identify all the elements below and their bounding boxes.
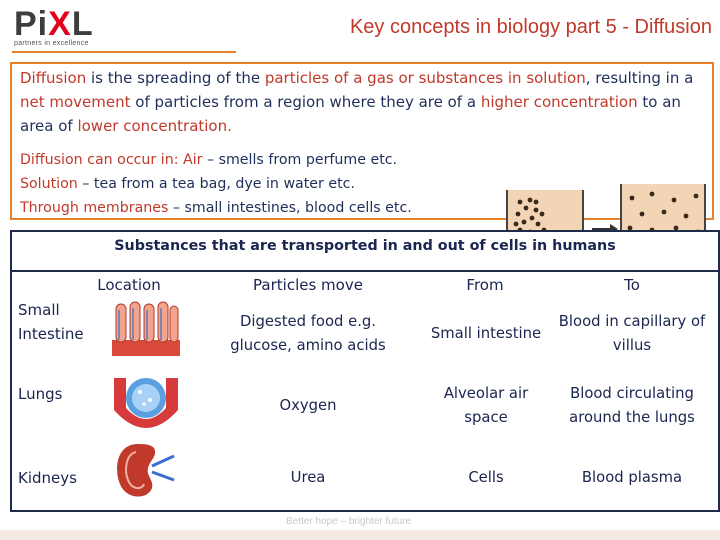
- title-underline: [12, 51, 236, 53]
- kidney-icon: [108, 438, 184, 504]
- table-title: Substances that are transported in and out of cells in humans: [114, 238, 616, 254]
- from-kidneys: Cells: [468, 469, 504, 486]
- diffusion-occurrence-text: Diffusion can occur in: Air – smells from perfume etc. Solution – tea from a tea bag, dye in water etc. Through membranes – small intestines, blood cells etc.: [20, 152, 412, 216]
- pixl-logo: [14, 6, 124, 52]
- to-kidneys: Blood plasma: [581, 469, 683, 486]
- header-to: To: [624, 276, 640, 294]
- header-location: Location: [97, 276, 161, 294]
- villi-icon: [108, 296, 184, 362]
- particles-small-intestine: Digested food e.g. glucose, amino acids: [230, 313, 386, 354]
- to-small-intestine: Blood in capillary of villus: [558, 313, 706, 354]
- location-lungs: Lungs: [18, 385, 63, 403]
- page-title: Key concepts in biology part 5 - Diffusion: [349, 16, 712, 38]
- logo-wordmark: PiXL: [14, 5, 94, 43]
- definition-text: Diffusion is the spreading of the particles of a gas or substances in solution, resulting in a net movement of particles from a region where they are of a higher concentration to an area of lower concentration.: [20, 69, 694, 135]
- location-kidneys: Kidneys: [18, 469, 77, 487]
- footer-bar: [0, 530, 720, 540]
- particles-lungs: Oxygen: [279, 397, 337, 414]
- from-small-intestine: Small intestine: [430, 325, 542, 342]
- from-lungs: Alveolar air space: [443, 385, 529, 426]
- footer-slogan: Better hope – brighter future: [286, 516, 412, 527]
- to-lungs: Blood circulating around the lungs: [569, 385, 695, 426]
- definition-box: [10, 62, 714, 220]
- particles-kidneys: Urea: [290, 469, 326, 486]
- alveolus-icon: [108, 370, 184, 436]
- table-divider: [12, 270, 718, 272]
- header-from: From: [466, 276, 504, 294]
- transport-table: [10, 230, 720, 512]
- header-particles: Particles move: [253, 276, 363, 294]
- logo-tagline: partners in excellence: [14, 40, 89, 47]
- location-small-intestine: Small Intestine: [18, 301, 84, 343]
